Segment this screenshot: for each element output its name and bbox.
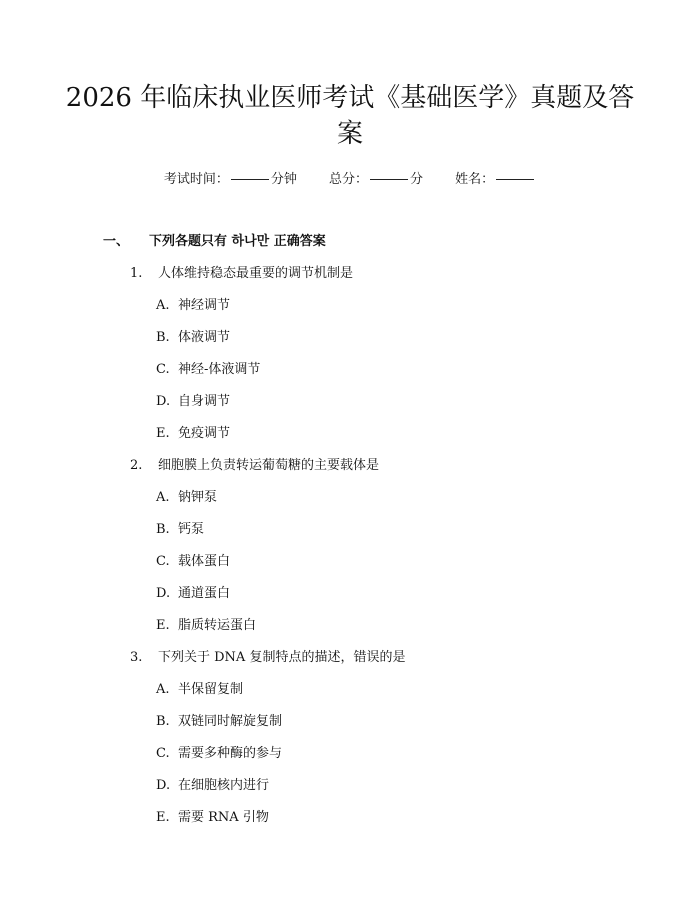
section-title: 下列各题只有 하나만 正确答案 (149, 234, 326, 249)
option-2c (156, 550, 230, 569)
option-letter: B. (156, 714, 170, 729)
option-text: 通道蛋白 (178, 586, 231, 601)
option-1a (156, 294, 230, 313)
option-text: 自身调节 (178, 394, 231, 409)
option-1c (156, 358, 260, 377)
option-text: 神经调节 (178, 298, 231, 313)
section-heading (103, 230, 326, 249)
option-letter: E. (156, 810, 170, 825)
option-1d (156, 390, 230, 409)
name-field (455, 172, 536, 187)
question-text: 下列关于 DNA 复制特点的描述，错误的是 (158, 650, 406, 665)
option-letter: A. (156, 490, 170, 505)
option-1b (156, 326, 230, 345)
question-3 (130, 646, 405, 665)
exam-meta (0, 168, 700, 187)
option-1e (156, 422, 230, 441)
question-text: 细胞膜上负责转运葡萄糖的主要载体是 (158, 458, 380, 473)
option-letter: C. (156, 746, 170, 761)
option-2e (156, 614, 256, 633)
option-letter: A. (156, 298, 170, 313)
option-text: 载体蛋白 (178, 554, 231, 569)
option-text: 在细胞核内进行 (178, 778, 270, 793)
option-text: 神经-体液调节 (178, 362, 261, 377)
option-text: 半保留复制 (178, 682, 244, 697)
question-number: 1. (130, 266, 143, 281)
question-number: 3. (130, 650, 143, 665)
option-2a (156, 486, 217, 505)
option-3e (156, 806, 269, 825)
question-number: 2. (130, 458, 143, 473)
question-text: 人体维持稳态最重要的调节机制是 (158, 266, 354, 281)
question-1 (130, 262, 353, 281)
option-3a (156, 678, 243, 697)
option-3b (156, 710, 282, 729)
option-letter: E. (156, 426, 170, 441)
option-text: 需要 RNA 引物 (178, 810, 269, 825)
total-score-label: 总分： (328, 172, 368, 187)
exam-time-field (164, 172, 301, 187)
name-blank (496, 179, 534, 180)
option-2b (156, 518, 204, 537)
option-text: 体液调节 (178, 330, 231, 345)
section-number: 一、 (103, 234, 130, 249)
option-3d (156, 774, 269, 793)
exam-title: 2026 年临床执业医师考试《基础医学》真题及答案 (65, 83, 635, 149)
total-score-field (329, 172, 427, 187)
name-label: 姓名： (455, 172, 495, 187)
option-letter: C. (156, 362, 170, 377)
total-score-unit: 分 (410, 172, 424, 187)
option-letter: D. (156, 586, 171, 601)
option-text: 免疫调节 (178, 426, 231, 441)
option-letter: D. (156, 394, 171, 409)
option-text: 需要多种酶的参与 (178, 746, 283, 761)
option-text: 钠钾泵 (178, 490, 218, 505)
option-2d (156, 582, 230, 601)
option-letter: D. (156, 778, 171, 793)
option-text: 脂质转运蛋白 (178, 618, 257, 633)
exam-time-blank (231, 179, 269, 180)
exam-time-unit: 分钟 (270, 172, 297, 187)
exam-time-label: 考试时间： (163, 172, 229, 187)
question-2 (130, 454, 379, 473)
option-letter: B. (156, 522, 170, 537)
option-letter: B. (156, 330, 170, 345)
option-text: 双链同时解旋复制 (178, 714, 283, 729)
option-letter: E. (156, 618, 170, 633)
total-score-blank (370, 179, 408, 180)
option-3c (156, 742, 282, 761)
option-letter: C. (156, 554, 170, 569)
option-text: 钙泵 (178, 522, 205, 537)
option-letter: A. (156, 682, 170, 697)
